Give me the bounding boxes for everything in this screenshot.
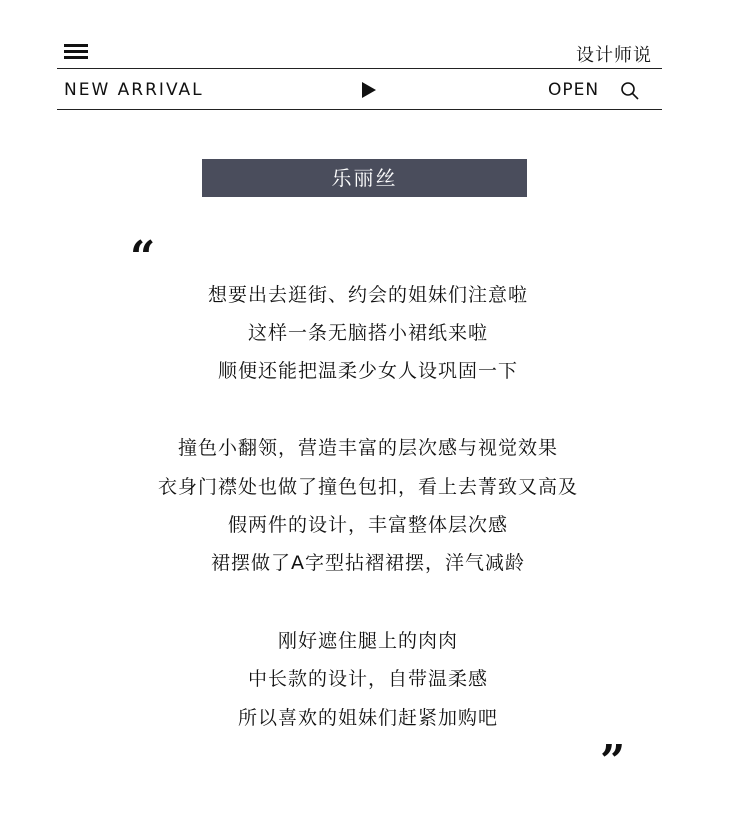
play-icon[interactable]: [362, 82, 376, 98]
description-line: 想要出去逛街、约会的姐妹们注意啦: [207, 284, 528, 306]
description-line: 假两件的设计，丰富整体层次感: [227, 514, 508, 536]
description-line: 刚好遮住腿上的肉肉: [277, 630, 458, 652]
open-link[interactable]: OPEN: [548, 80, 600, 100]
close-quote-mark: ”: [600, 736, 626, 787]
menu-icon[interactable]: [64, 44, 88, 60]
description-line: 裙摆做了A字型拈褶裙摆，洋气减龄: [211, 552, 525, 574]
description-line: 这样一条无脑搭小裙纸来啦: [247, 322, 488, 344]
nav-bar: [57, 69, 662, 110]
description-line: 中长款的设计，自带温柔感: [247, 668, 488, 690]
new-arrival-link[interactable]: NEW ARRIVAL: [64, 80, 204, 100]
description-line: 衣身门襟处也做了撞色包扣，看上去菁致又高及: [157, 476, 578, 498]
description-line: 顺便还能把温柔少女人设巩固一下: [217, 360, 518, 382]
search-icon[interactable]: [620, 81, 640, 101]
top-bar: [57, 38, 662, 69]
designer-says-link[interactable]: 设计师说: [576, 45, 652, 66]
product-title: 乐丽丝: [202, 159, 527, 197]
open-quote-mark: “: [130, 232, 156, 283]
description-line: 撞色小翻领，营造丰富的层次感与视觉效果: [177, 437, 558, 459]
description-line: 所以喜欢的姐妹们赶紧加购吧: [237, 707, 498, 729]
